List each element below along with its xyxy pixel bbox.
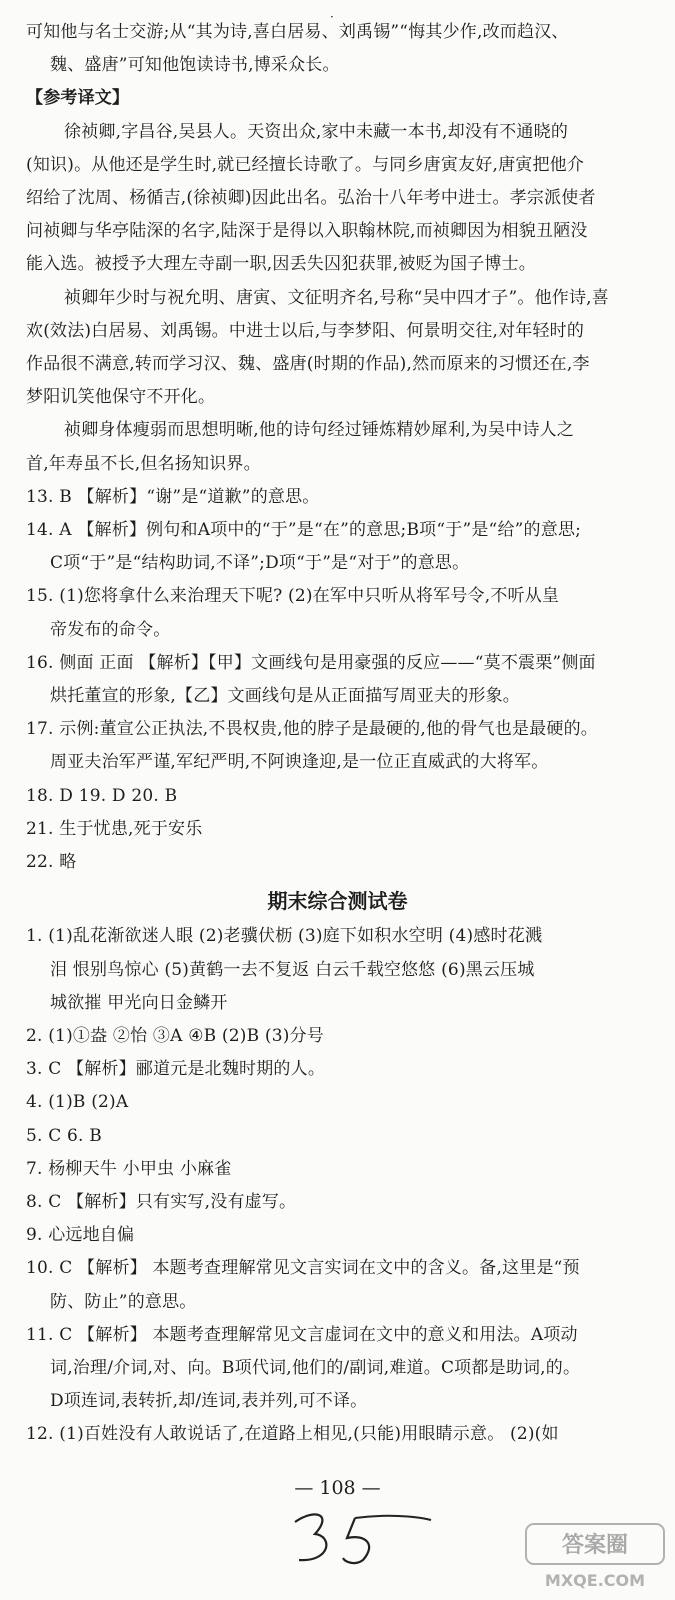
text-line: 祯卿年少时与祝允明、唐寅、文征明齐名,号称“吴中四才子”。他作诗,喜 — [64, 287, 609, 308]
text-line: D项连词,表转折,却/连词,表并列,可不译。 — [50, 1391, 368, 1412]
answer-11: 11. C 【解析】 本题考查理解常见文言虚词在文中的意义和用法。A项动 — [26, 1324, 578, 1345]
text-line: 问祯卿与华亭陆深的名字,陆深于是得以入职翰林院,而祯卿因为相貌丑陋没 — [26, 221, 588, 242]
text-line: 欢(效法)白居易、刘禹锡。中进士以后,与李梦阳、何景明交往,对年轻时的 — [26, 320, 585, 341]
text-line: 可知他与名士交游;从“其为诗,喜白居易、刘禹锡”“悔其少作,改而趋汉、 — [26, 22, 569, 42]
text-line: 能入选。被授予大理左寺副一职,因丢失囚犯获罪,被贬为国子博士。 — [26, 254, 537, 275]
text-line: 魏、盛唐”可知他饱读诗书,博采众长。 — [50, 55, 340, 76]
text-line: (知识)。从他还是学生时,就已经擅长诗歌了。与同乡唐寅友好,唐寅把他介 — [26, 154, 585, 175]
answer-17: 17. 示例:董宣公正执法,不畏权贵,他的脖子是最硬的,他的骨气也是最硬的。 — [26, 719, 598, 740]
text-line: 泪 恨别鸟惊心 (5)黄鹤一去不复返 白云千载空悠悠 (6)黑云压城 — [50, 959, 535, 980]
answer-13: 13. B 【解析】“谢”是“道歉”的意思。 — [26, 486, 320, 507]
answer-8: 8. C 【解析】只有实写,没有虚写。 — [26, 1192, 297, 1212]
answer-2: 2. (1)①盎 ②怡 ③A ④B (2)B (3)分号 — [26, 1026, 324, 1046]
section-title-final-test: 期末综合测试卷 — [267, 889, 408, 914]
watermark-logo — [520, 1520, 670, 1594]
text-line: 绍给了沈周、杨循吉,(徐祯卿)因此出名。弘治十八年考中进士。孝宗派使者 — [26, 188, 596, 208]
text-line: 首,年寿虽不长,但名扬知识界。 — [26, 453, 261, 474]
answer-21: 21. 生于忧患,死于安乐 — [26, 818, 203, 839]
text-line: 烘托董宣的形象,【乙】文画线句是从正面描写周亚夫的形象。 — [50, 686, 521, 706]
answer-4: 4. (1)B (2)A — [26, 1092, 129, 1113]
answer-12: 12. (1)百姓没有人敢说话了,在道路上相见,(只能)用眼睛示意。 (2)(如 — [26, 1424, 559, 1445]
text-line: C项“于”是“结构助词,不译”;D项“于”是“对于”的意思。 — [50, 553, 470, 574]
text-line: 防、防止”的意思。 — [50, 1291, 197, 1312]
text-line: 城欲摧 甲光向日金鳞开 — [50, 992, 228, 1013]
text-line: 作品很不满意,转而学习汉、魏、盛唐(时期的作品),然而原来的习惯还在,李 — [26, 354, 590, 374]
text-line: 帝发布的命令。 — [50, 619, 171, 640]
text-line: 祯卿身体瘦弱而思想明晰,他的诗句经过锤炼精妙犀利,为吴中诗人之 — [64, 420, 575, 441]
answer-15: 15. (1)您将拿什么来治理天下呢? (2)在军中只听从将军号令,不听从皇 — [26, 586, 560, 607]
answers-18-20: 18. D 19. D 20. B — [26, 785, 178, 806]
answer-22: 22. 略 — [26, 852, 77, 872]
svg-text:答案圈: 答案圈 — [561, 1533, 629, 1558]
svg-text:MXQE.COM: MXQE.COM — [544, 1571, 646, 1590]
answers-5-6: 5. C 6. B — [26, 1125, 102, 1146]
section-tag-reference-translation: 【参考译文】 — [26, 88, 130, 109]
text-line: 徐祯卿,字昌谷,吴县人。天资出众,家中未藏一本书,却没有不通晓的 — [64, 121, 569, 142]
text-line: 周亚夫治军严谨,军纪严明,不阿谀逢迎,是一位正直威武的大将军。 — [50, 752, 549, 773]
answer-1: 1. (1)乱花渐欲迷人眼 (2)老骥伏枥 (3)庭下如积水空明 (4)感时花溅 — [26, 926, 543, 947]
handwritten-number — [285, 1500, 435, 1580]
answer-3: 3. C 【解析】郦道元是北魏时期的人。 — [26, 1059, 326, 1080]
page-number: — 108 — — [294, 1477, 381, 1499]
answer-14: 14. A 【解析】例句和A项中的“于”是“在”的意思;B项“于”是“给”的意思; — [26, 520, 582, 540]
text-line: 梦阳讥笑他保守不开化。 — [26, 387, 216, 408]
text-line: 词,治理/介词,对、向。B项代词,他们的/副词,难道。C项都是助词,的。 — [50, 1358, 581, 1378]
answer-7: 7. 杨柳天牛 小甲虫 小麻雀 — [26, 1158, 232, 1179]
answer-16: 16. 侧面 正面 【解析】【甲】文画线句是用豪强的反应——“莫不震栗”侧面 — [26, 652, 596, 673]
header-dot: · — [330, 10, 334, 24]
answer-9: 9. 心远地自偏 — [26, 1225, 135, 1246]
answer-10: 10. C 【解析】 本题考查理解常见文言实词在文中的含义。备,这里是“预 — [26, 1258, 580, 1279]
